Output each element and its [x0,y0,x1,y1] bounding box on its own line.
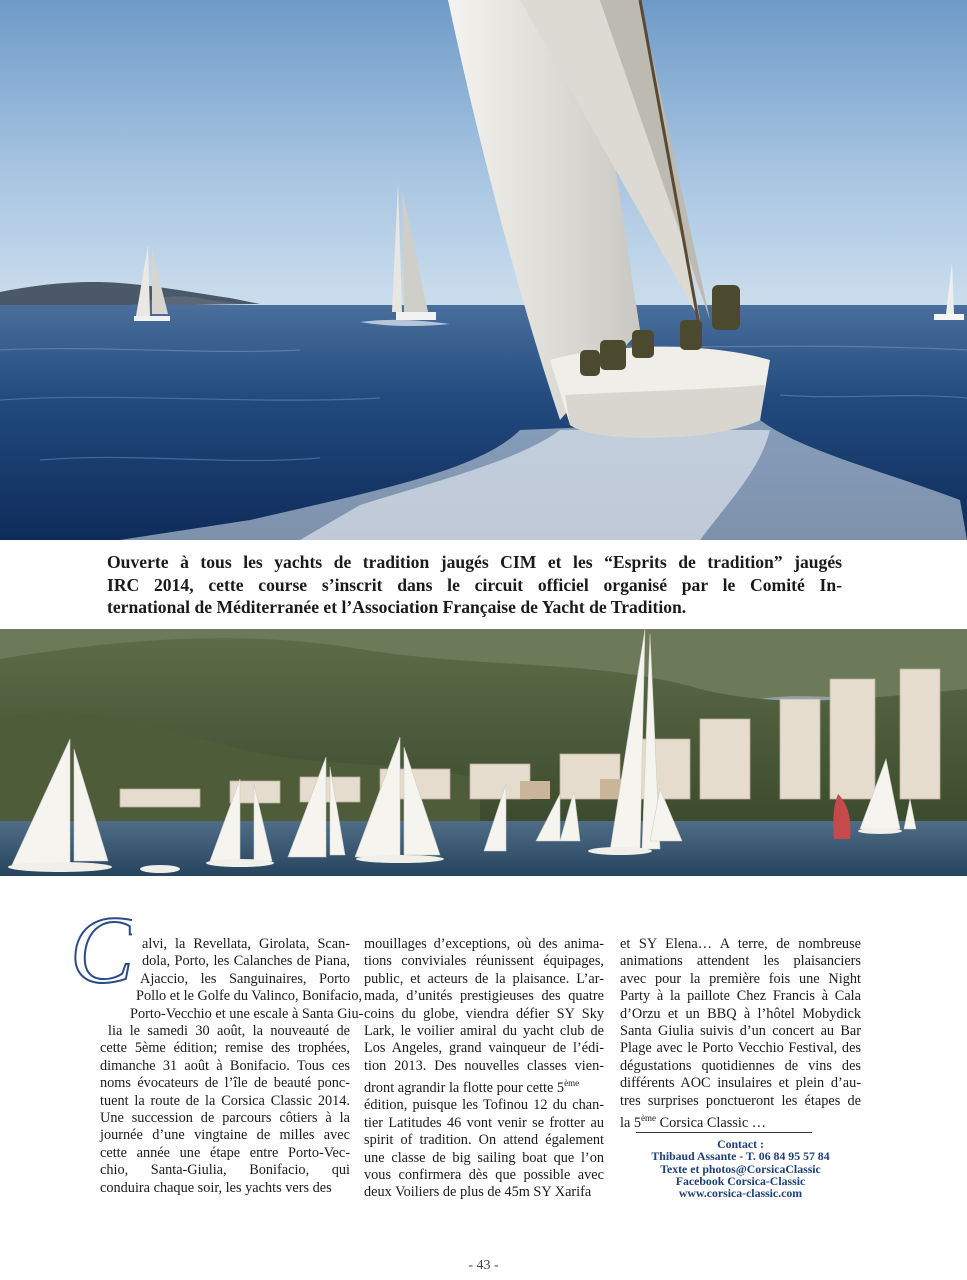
article-line: édition, puisque les Tofinou 12 du chan- [364,1097,604,1114]
article-line: tions conviviales réunissent équipages, [364,953,604,970]
article-line [620,1110,861,1132]
article-line: dimanche 31 août à Bonifacio. Tous ces [100,1057,350,1074]
article-line: lia le samedi 30 août, la nouveauté de [108,1023,350,1040]
caption-line: IRC 2014, cette course s’inscrit dans le circuit officiel organisé par le Comité In- [107,574,842,595]
contact-line: Texte et photos@CorsicaClassic [660,1161,821,1176]
article-text: la 5 [620,1114,642,1131]
article-line: mouillages d’exceptions, où des anima- [364,936,604,952]
article-line: vous confirmera dès que possible avec [364,1167,604,1184]
article-line: Plage avec le Porto Vecchio Festival, des [620,1040,861,1057]
contact-line: Thibaud Assante - T. 06 84 95 57 84 [651,1149,830,1164]
superscript: ème [564,1078,580,1089]
article-line: tier Latitudes 46 vont venir se frotter au [364,1114,604,1131]
article-line: public, et acteurs de la plaisance. L’ar- [364,970,604,987]
article-line: et SY Elena… A terre, de nombreuse [620,936,861,952]
article-line: différents AOC insulaires et plein d’au- [620,1075,861,1092]
article-line: chio, Santa-Giulia, Bonifacio, qui [100,1162,350,1179]
article-text: Corsica Classic … [656,1114,767,1131]
article-line: avec pour la première fois une Night [620,970,861,987]
article-line: Pollo et le Golfe du Valinco, Bonifacio, [136,988,363,1005]
article-line: coins du globe, viendra défier SY Sky [364,1005,604,1022]
article-line: journée d’une vingtaine de milles avec [100,1127,350,1144]
article-line: tres surprises ponctueront les étapes de [620,1092,861,1109]
caption-line: ternational de Méditerranée et l’Association Française de Yacht de Tradition. [107,597,687,617]
article-column-2 [364,936,604,1202]
article-line: cette année une étape entre Porto-Vec- [100,1144,350,1161]
contact-divider [636,1132,812,1133]
article-line: spirit of tradition. On attend également [364,1132,604,1149]
article-column-3 [620,936,861,1132]
article-line: Santa Giulia suivis d’un concert au Bar [620,1023,861,1040]
contact-line: Facebook Corsica-Classic [675,1173,806,1188]
article-line: une classe de big sailing boat que l’on [364,1149,604,1166]
article-line: Party à la paillote Chez Francis à Cala [620,988,861,1005]
article-line: Los Angeles, grand vainqueur de l’édi- [364,1040,604,1057]
article-line: tion 2013. Des nouvelles classes vien- [364,1057,604,1074]
article-line: dola, Porto, les Calanches de Piana, [142,953,350,970]
article-line: d’Orzu et un BBQ à l’hôtel Mobydick [620,1005,861,1022]
article-line: Ajaccio, les Sanguinaires, Porto [140,970,350,987]
article-line: deux Voiliers de plus de 45m SY Xarifa [364,1184,592,1201]
contact-block [620,1138,861,1199]
article-line [364,1075,604,1097]
article-column-1 [100,936,364,1197]
article-line: animations attendent les plaisanciers [620,953,861,970]
article-text: dront agrandir la flotte pour cette 5 [364,1080,565,1097]
caption-line: Ouverte à tous les yachts de tradition jaugés CIM et les “Esprits de tradition” jaugés [107,552,842,572]
contact-website[interactable]: www.corsica-classic.com [678,1186,803,1201]
article-line: conduira chaque soir, les yachts vers des [100,1179,332,1196]
drop-cap-letter: C [70,904,132,992]
article-line: dégustations quotidiennes de vins des [620,1057,861,1074]
article-line: Porto-Vecchio et une escale à Santa Giu- [130,1005,364,1022]
superscript: ème [641,1113,657,1124]
contact-title: Contact : [717,1137,764,1151]
regatta-photo [0,629,967,876]
article-line: Une succession de parcours côtiers à la [100,1110,350,1127]
photo-caption [107,551,842,619]
article-line: mada, d’unités prestigieuses des quatre [364,988,604,1005]
article-line: tuent la route de la Corsica Classic 2014. [100,1092,350,1109]
article-line: noms évocateurs de l’île de beauté ponc- [100,1075,350,1092]
page-number: - 43 - [468,1258,499,1273]
article-line: alvi, la Revellata, Girolata, Scan- [142,936,350,952]
sailing-yachts-photo [0,0,967,540]
article-line: Lark, le voilier amiral du yacht club de [364,1023,604,1040]
article-line: cette 5ème édition; remise des trophées, [100,1040,350,1057]
